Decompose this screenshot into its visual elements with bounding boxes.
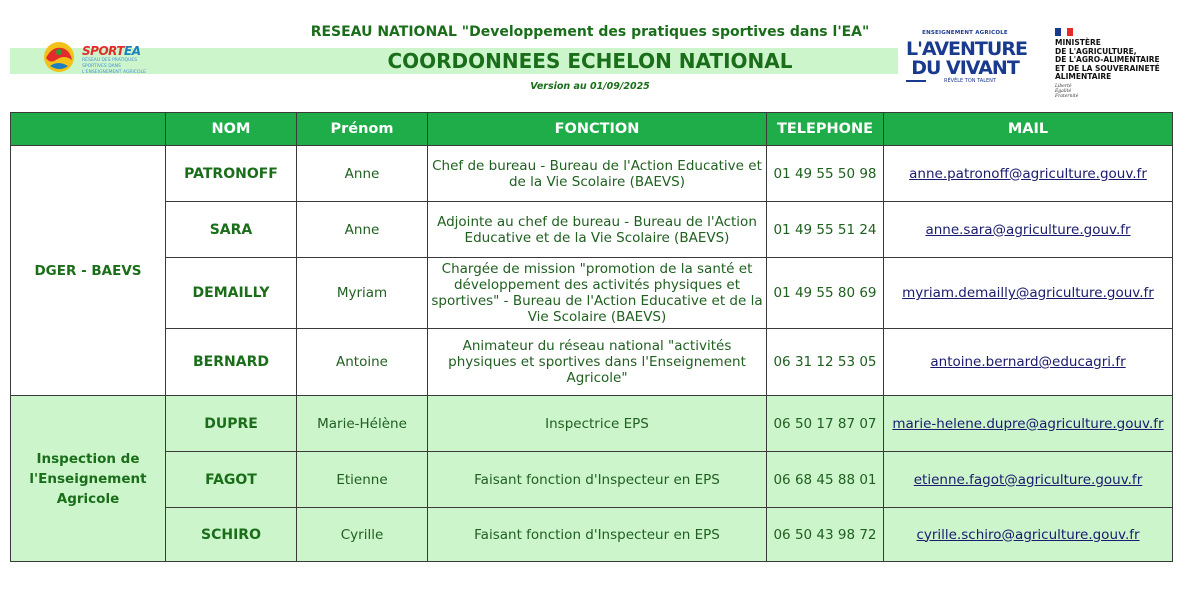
cell-fonction: Adjointe au chef de bureau - Bureau de l'Action Educative et de la Vie Scolaire (BAEVS) [428,202,767,258]
table-row [11,258,1173,329]
cell-fonction: Chef de bureau - Bureau de l'Action Educative et de la Vie Scolaire (BAEVS) [428,146,767,202]
cell-nom: DUPRE [166,396,297,452]
french-flag-icon [1055,28,1073,36]
mail-link[interactable]: anne.patronoff@agriculture.gouv.fr [909,165,1147,182]
sportea-brand: SPORTEA [82,44,141,58]
table-row [11,452,1173,508]
mail-link[interactable]: antoine.bernard@educagri.fr [930,354,1126,370]
mail-link[interactable]: cyrille.schiro@agriculture.gouv.fr [916,526,1140,543]
cell-mail [884,396,1173,452]
sportea-logo [42,38,152,76]
version-date: Version au 01/09/2025 [530,81,650,92]
cell-telephone: 06 31 12 53 05 [767,329,884,396]
contacts-table [10,112,1173,562]
cell-mail [884,329,1173,396]
aventure-top-text: ENSEIGNEMENT AGRICOLE [922,30,1008,36]
ministere-name: MINISTÈRE DE L'AGRICULTURE, DE L'AGRO-ALIMENTAIRE ET DE LA SOUVERAINETÉ ALIMENTAIRE [1055,38,1160,81]
cell-mail [884,202,1173,258]
network-title: RESEAU NATIONAL "Developpement des pratiques sportives dans l'EA" [310,24,870,40]
table-row [11,508,1173,562]
sportea-emblem-icon [42,40,76,74]
mail-link[interactable]: anne.sara@agriculture.gouv.fr [925,221,1131,238]
cell-telephone: 01 49 55 80 69 [767,258,884,329]
cell-prenom: Myriam [297,258,428,329]
table-row [11,146,1173,202]
table-row [11,202,1173,258]
mail-link[interactable]: etienne.fagot@agriculture.gouv.fr [913,471,1143,488]
aventure-line2: DU VIVANT [911,57,1019,79]
ministere-logo [1052,26,1172,106]
cell-nom: BERNARD [166,329,297,396]
table-row [11,396,1173,452]
table-header-row [11,113,1173,146]
header-mail: MAIL [884,113,1173,146]
page-title: COORDONNEES ECHELON NATIONAL [387,49,793,73]
table-row [11,329,1173,396]
sportea-subtitle: RÉSEAU DES PRATIQUES SPORTIVES DANS L'ENSEIGNEMENT AGRICOLE [82,58,146,75]
cell-mail [884,452,1173,508]
group-label-dger: DGER - BAEVS [11,146,166,396]
cell-nom: DEMAILLY [166,258,297,329]
cell-telephone: 06 50 43 98 72 [767,508,884,562]
group-label-inspection: Inspection de l'Enseignement Agricole [11,396,166,562]
cell-prenom: Cyrille [297,508,428,562]
aventure-tagline: RÉVÈLE TON TALENT [944,78,996,84]
cell-telephone: 06 50 17 87 07 [767,396,884,452]
header-fonction: FONCTION [428,113,767,146]
cell-fonction: Faisant fonction d'Inspecteur en EPS [428,508,767,562]
aventure-du-vivant-logo [906,30,1027,88]
cell-fonction: Animateur du réseau national "activités physiques et sportives dans l'Enseignement Agricole" [428,329,767,396]
cell-prenom: Antoine [297,329,428,396]
cell-fonction: Chargée de mission "promotion de la santé et développement des activités physiques et sportives" - Bureau de l'Action Educative et de la Vie Scolaire (BAEVS) [428,258,767,329]
cell-mail [884,508,1173,562]
mail-link[interactable]: marie-helene.dupre@agriculture.gouv.fr [892,415,1164,432]
cell-nom: SARA [166,202,297,258]
cell-nom: SCHIRO [166,508,297,562]
cell-prenom: Etienne [297,452,428,508]
cell-prenom: Marie-Hélène [297,396,428,452]
header-group [11,113,166,146]
header-telephone: TELEPHONE [767,113,884,146]
header-nom: NOM [166,113,297,146]
cell-telephone: 01 49 55 51 24 [767,202,884,258]
cell-telephone: 01 49 55 50 98 [767,146,884,202]
header-prenom: Prénom [297,113,428,146]
cell-mail [884,146,1173,202]
ministere-motto: Liberté Égalité Fraternité [1055,84,1079,99]
cell-mail [884,258,1173,329]
aventure-line1: L'AVENTURE [906,38,1027,60]
cell-fonction: Faisant fonction d'Inspecteur en EPS [428,452,767,508]
cell-fonction: Inspectrice EPS [428,396,767,452]
cell-nom: FAGOT [166,452,297,508]
cell-prenom: Anne [297,146,428,202]
mail-link[interactable]: myriam.demailly@agriculture.gouv.fr [902,285,1154,301]
cell-nom: PATRONOFF [166,146,297,202]
cell-prenom: Anne [297,202,428,258]
cell-telephone: 06 68 45 88 01 [767,452,884,508]
